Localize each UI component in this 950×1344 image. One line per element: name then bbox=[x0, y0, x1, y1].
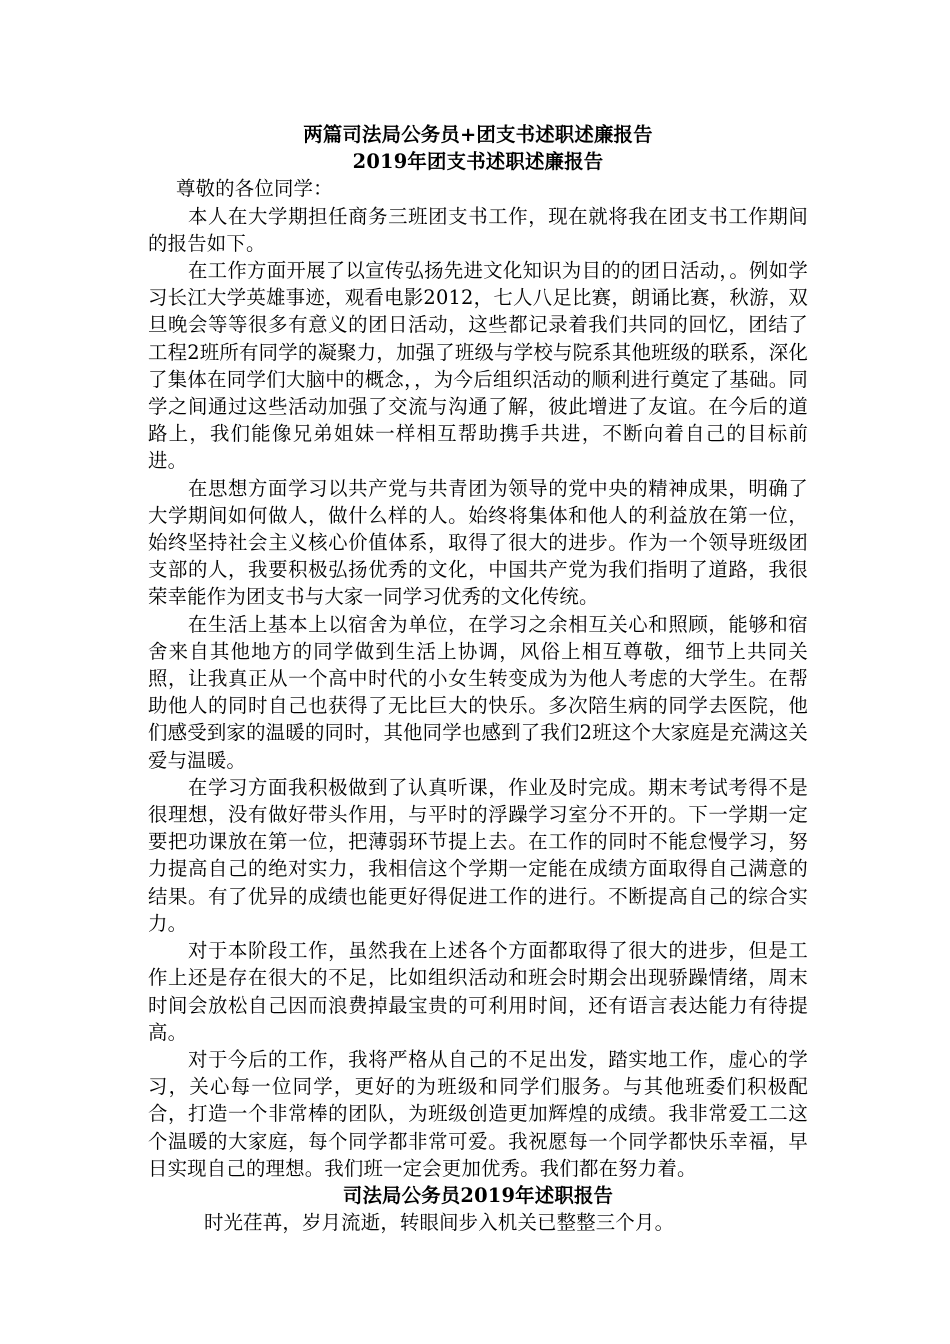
paragraph: 在生活上基本上以宿舍为单位，在学习之余相互关心和照顾，能够和宿舍来自其他地方的同学做到生活上协调，风俗上相互尊敬，细节上共同关照，让我真正从一个高中时代的小女生转变成为为他人考虑的大学生。在帮助他人的同时自己也获得了无比巨大的快乐。多次陪生病的同学去医院，他们感受到家的温暖的同时，其他同学也感到了我们2班这个大家庭是充满这关爱与温暖。 bbox=[148, 612, 808, 772]
paragraph: 对于本阶段工作，虽然我在上述各个方面都取得了很大的进步，但是工作上还是存在很大的不足，比如组织活动和班会时期会出现骄躁情绪，周末时间会放松自己因而浪费掉最宝贵的可利用时间，还有语言表达能力有待提高。 bbox=[148, 939, 808, 1044]
paragraph: 时光荏苒，岁月流逝，转眼间步入机关已整整三个月。 bbox=[204, 1211, 675, 1235]
paragraph: 在学习方面我积极做到了认真听课，作业及时完成。期末考试考得不是很理想，没有做好带头作用，与平时的浮躁学习室分不开的。下一学期一定要把功课放在第一位，把薄弱环节提上去。在工作的同时不能怠慢学习，努力提高自己的绝对实力，我相信这个学期一定能在成绩方面取得自己满意的结果。有了优异的成绩也能更好得促进工作的进行。不断提高自己的综合实力。 bbox=[148, 775, 808, 935]
salutation: 尊敬的各位同学： bbox=[176, 177, 333, 201]
paragraph: 对于今后的工作，我将严格从自己的不足出发，踏实地工作，虚心的学习，关心每一位同学，更好的为班级和同学们服务。与其他班委们积极配合，打造一个非常棒的团队，为班级创造更加辉煌的成绩。我非常爱工二这个温暖的大家庭，每个同学都非常可爱。我祝愿每一个同学都快乐幸福，早日实现自己的理想。我们班一定会更加优秀。我们都在努力着。 bbox=[148, 1047, 808, 1180]
paragraph: 在工作方面开展了以宣传弘扬先进文化知识为目的的团日活动，。例如学习长江大学英雄事迹，观看电影2012，七人八足比赛，朗诵比赛，秋游，双旦晚会等等很多有意义的团日活动，这些都记录着我们共同的回忆，团结了工程2班所有同学的凝聚力，加强了班级与学校与院系其他班级的联系，深化了集体在同学们大脑中的概念，，为今后组织活动的顺利进行奠定了基础。同学之间通过这些活动加强了交流与沟通了解，彼此增进了友谊。在今后的道路上，我们能像兄弟姐妹一样相互帮助携手共进，不断向着自己的目标前进。 bbox=[148, 259, 808, 473]
document-body bbox=[148, 121, 808, 1236]
main-title: 两篇司法局公务员+团支书述职述廉报告 bbox=[303, 123, 653, 146]
paragraph: 本人在大学期担任商务三班团支书工作，现在就将我在团支书工作期间的报告如下。 bbox=[148, 204, 808, 255]
paragraph: 在思想方面学习以共产党与共青团为领导的党中央的精神成果，明确了大学期间如何做人，做什么样的人。始终将集体和他人的利益放在第一位，始终坚持社会主义核心价值体系，取得了很大的进步。作为一个领导班级团支部的人，我要积极弘扬优秀的文化，中国共产党为我们指明了道路，我很荣幸能作为团支书与大家一同学习优秀的文化传统。 bbox=[148, 476, 808, 609]
section-title: 司法局公务员2019年述职报告 bbox=[342, 1183, 614, 1207]
sub-title: 2019年团支书述职述廉报告 bbox=[352, 150, 604, 174]
